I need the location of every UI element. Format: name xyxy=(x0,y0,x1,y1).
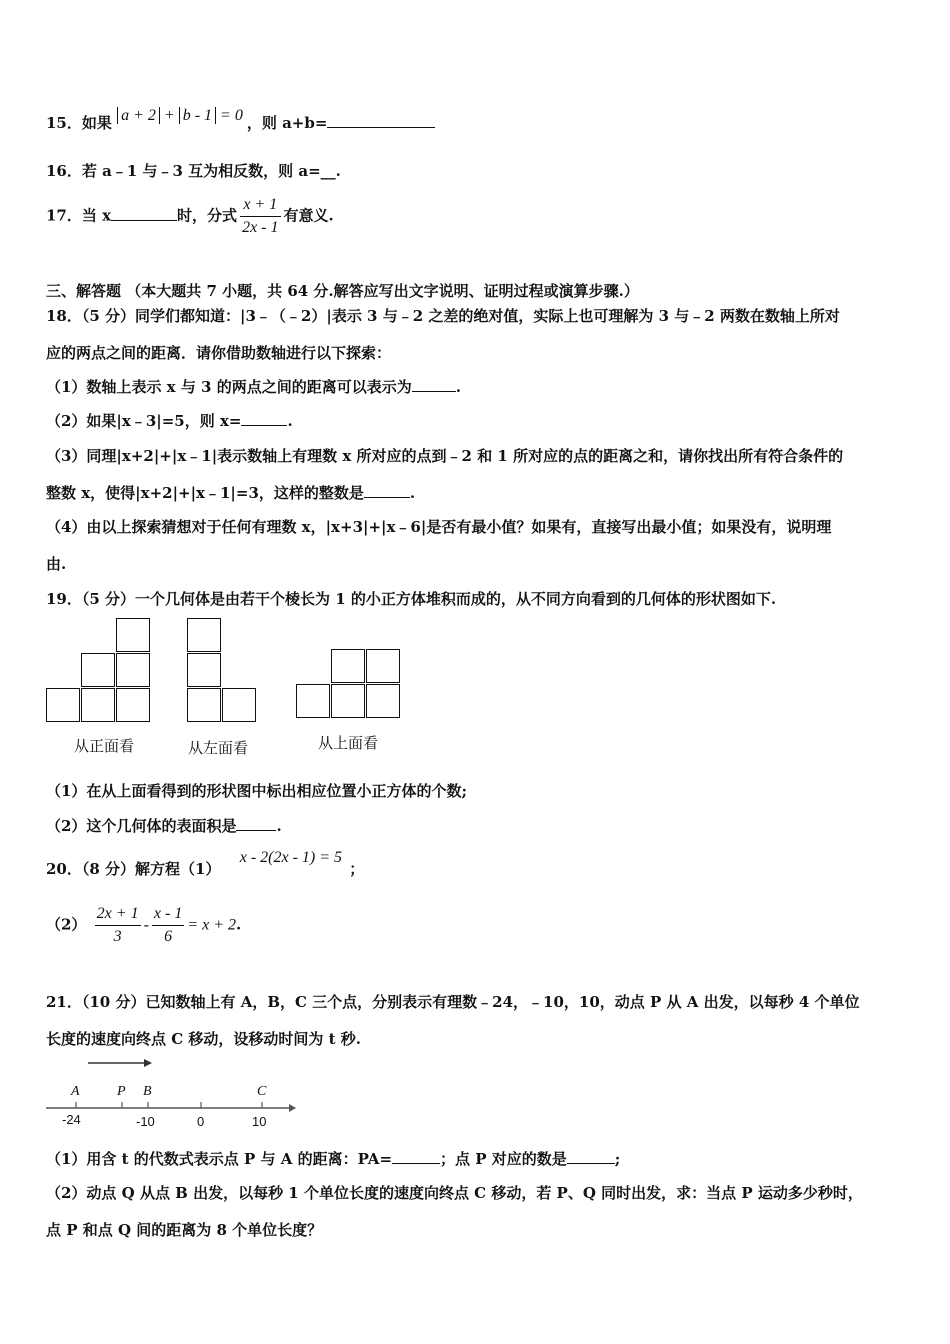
q15-equals: = 0 xyxy=(220,107,243,124)
q18-part1-text: （1）数轴上表示 x 与 3 的两点之间的距离可以表示为 xyxy=(46,378,412,396)
q18-part4-line1: （4）由以上探索猜想对于任何有理数 x，|x+3|+|x﹣6|是否有最小值？如果有，直接写出最小值；如果没有，说明理 xyxy=(46,518,832,536)
q20-line2 xyxy=(46,905,241,946)
q17-fraction xyxy=(240,196,280,237)
q15-number: 15． xyxy=(46,114,82,132)
q19-part1: （1）在从上面看得到的形状图中标出相应位置小正方体的个数; xyxy=(46,782,467,800)
q19-part2-blank xyxy=(236,816,276,831)
motion-arrow-head xyxy=(144,1059,152,1067)
q20-prefix: 20．（8 分）解方程（1） xyxy=(46,860,221,878)
q20-fraction2-denominator: 6 xyxy=(164,928,173,945)
left-view-cell xyxy=(187,653,221,687)
front-view-caption: 从正面看 xyxy=(74,737,135,755)
q20-minus: - xyxy=(143,916,149,934)
q18-line2: 应的两点之间的距离．请你借助数轴进行以下探索： xyxy=(46,344,392,362)
point-p-label: P xyxy=(117,1084,126,1099)
q15-abs-a: a + 2 xyxy=(117,107,160,124)
q18-part2-text: （2）如果|x﹣3|=5，则 x= xyxy=(46,412,242,430)
q15-answer-blank xyxy=(327,113,435,128)
q20-line1 xyxy=(46,849,365,879)
q21-part2-line1: （2）动点 Q 从点 B 出发，以每秒 1 个单位长度的速度向终点 C 移动，若 P、Q 同时出发，求：当点 P 运动多少秒时， xyxy=(46,1184,863,1202)
q15-equation xyxy=(117,107,247,124)
q20-rhs: = x + 2 xyxy=(187,916,237,934)
point-c-label: C xyxy=(257,1084,267,1099)
front-view-cell xyxy=(81,653,115,687)
front-view-cell xyxy=(81,688,115,722)
q20-fraction1-numerator: 2x + 1 xyxy=(95,905,141,926)
q18-part1 xyxy=(46,376,461,397)
q15-abs-b: b - 1 xyxy=(179,107,216,124)
number-zero: 0 xyxy=(197,1114,205,1129)
q20-end: . xyxy=(236,915,242,934)
q21-part2-line2: 点 P 和点 Q 间的距离为 8 个单位长度？ xyxy=(46,1221,323,1239)
left-view-caption: 从左面看 xyxy=(188,739,249,757)
q17-suffix: 有意义. xyxy=(283,206,334,225)
point-b-label: B xyxy=(143,1084,152,1099)
front-view-cell xyxy=(116,653,150,687)
q21-part1-blank-b xyxy=(567,1149,615,1164)
question-15 xyxy=(46,107,435,133)
q18-part3-text: 整数 x，使得|x+2|+|x﹣1|=3，这样的整数是 xyxy=(46,484,364,502)
left-view-cell xyxy=(222,688,256,722)
q19-text: 19．（5 分）一个几何体是由若干个棱长为 1 的小正方体堆积而成的，从不同方向看到的几何体的形状图如下. xyxy=(46,590,777,608)
top-view-figure xyxy=(296,649,404,719)
q19-part2 xyxy=(46,815,282,836)
top-view-cell xyxy=(331,649,365,683)
front-view-figure xyxy=(46,618,154,722)
number-10: 10 xyxy=(252,1114,267,1129)
top-view-cell xyxy=(296,684,330,718)
q18-part2-blank xyxy=(241,411,287,426)
q21-part1-blank-a xyxy=(392,1149,440,1164)
q18-part2 xyxy=(46,410,293,431)
q17-numerator: x + 1 xyxy=(240,196,280,217)
front-view-cell xyxy=(116,688,150,722)
q18-part3-blank xyxy=(364,483,410,498)
axis-arrow-head xyxy=(289,1104,296,1112)
q18-part3-line1: （3）同理|x+2|+|x﹣1|表示数轴上有理数 x 所对应的点到﹣2 和 1 所对应的点的距离之和，请你找出所有符合条件的 xyxy=(46,447,844,465)
left-view-cell xyxy=(187,688,221,722)
left-view-cell xyxy=(187,618,221,652)
q20-fraction2 xyxy=(152,905,184,946)
q20-label2: （2） xyxy=(46,915,87,934)
number-minus-24: -24 xyxy=(62,1112,81,1127)
left-view-figure xyxy=(187,618,261,722)
q18-part1-blank xyxy=(412,377,456,392)
q18-part3-end: . xyxy=(409,484,416,502)
q17-denominator: 2x - 1 xyxy=(242,219,279,236)
top-view-caption: 从上面看 xyxy=(318,734,379,752)
q19-part2-text: （2）这个几何体的表面积是 xyxy=(46,817,237,835)
q21-line1: 21．（10 分）已知数轴上有 A，B，C 三个点，分别表示有理数﹣24，﹣10，10，动点 P 从 A 出发，以每秒 4 个单位 xyxy=(46,993,860,1011)
top-view-cell xyxy=(366,684,400,718)
q15-suffix: ，则 a+b= xyxy=(246,114,328,132)
top-view-cell xyxy=(331,684,365,718)
q18-part3-line2 xyxy=(46,482,415,503)
q21-part1-text-b: ；点 P 对应的数是 xyxy=(440,1150,567,1168)
number-minus-10: -10 xyxy=(136,1114,155,1129)
q21-part1 xyxy=(46,1148,620,1169)
point-a-label: A xyxy=(71,1084,80,1099)
section-heading: 三、解答题 （本大题共 7 小题，共 64 分.解答应写出文字说明、证明过程或演算步骤.） xyxy=(46,282,639,300)
top-view-cell xyxy=(366,649,400,683)
q18-line1: 18．（5 分）同学们都知道：|3﹣（﹣2）|表示 3 与﹣2 之差的绝对值，实际上也可理解为 3 与﹣2 两数在数轴上所对 xyxy=(46,307,840,325)
front-view-cell xyxy=(46,688,80,722)
question-16: 16．若 a﹣1 与﹣3 互为相反数，则 a=__. xyxy=(46,162,341,180)
q20-fraction2-numerator: x - 1 xyxy=(152,905,184,926)
q17-answer-blank xyxy=(111,206,177,221)
q18-part1-end: . xyxy=(455,378,461,396)
q20-equation1: x - 2(2x - 1) = 5 xyxy=(239,849,343,866)
q19-part2-end: . xyxy=(276,817,282,835)
q20-fraction1 xyxy=(95,905,141,946)
q20-fraction1-denominator: 3 xyxy=(113,928,122,945)
number-line-diagram xyxy=(44,1054,300,1132)
q21-part1-text-a: （1）用含 t 的代数式表示点 P 与 A 的距离：PA= xyxy=(46,1150,393,1168)
q18-part2-end: . xyxy=(287,412,293,430)
q20-semicolon: ； xyxy=(349,860,365,878)
q21-line2: 长度的速度向终点 C 移动，设移动时间为 t 秒. xyxy=(46,1030,361,1048)
q17-middle: 时，分式 xyxy=(177,206,238,225)
q21-part1-end: ; xyxy=(614,1150,621,1168)
question-17 xyxy=(46,196,334,237)
q18-part4-line2: 由. xyxy=(46,555,67,573)
q15-plus: + xyxy=(163,107,175,124)
q17-prefix: 17．当 x xyxy=(46,206,112,225)
front-view-cell xyxy=(116,618,150,652)
q15-prefix: 如果 xyxy=(81,114,112,132)
